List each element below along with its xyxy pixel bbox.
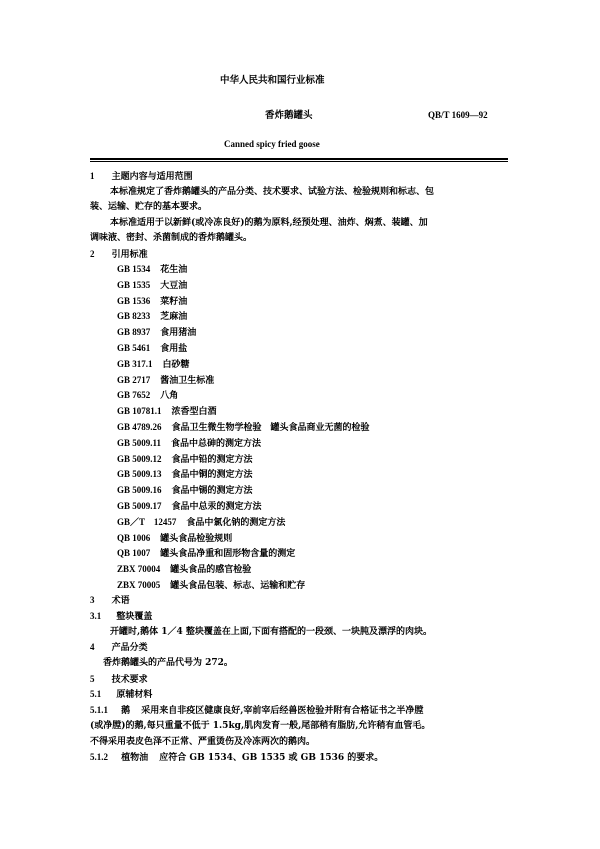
standard-ref-code: GB 10781.1 — [117, 406, 162, 416]
standard-ref-code: QB 1007 — [117, 548, 151, 558]
list-item — [117, 470, 253, 480]
section1-p2-line1: 本标准适用于以新鲜(或冷冻良好)的鹅为原料,经预处理、油炸、焖煮、装罐、加 — [110, 218, 428, 228]
section2-heading — [90, 250, 148, 260]
list-item — [117, 344, 187, 354]
section3-number: 3 — [90, 595, 95, 605]
standard-ref-code: ZBX 70005 — [117, 580, 161, 590]
standard-ref-code: GB 5009.13 — [117, 469, 162, 479]
section5-title: 技术要求 — [111, 675, 148, 685]
standard-ref-name: 花生油 — [160, 265, 188, 275]
list-item — [117, 439, 261, 449]
list-item — [117, 502, 262, 512]
header-rule-thin — [90, 161, 508, 162]
list-item — [117, 407, 217, 417]
section5-1-1-number: 5.1.1 — [90, 705, 108, 715]
list-item — [117, 265, 187, 275]
standard-ref-name: 大豆油 — [160, 281, 188, 291]
section1-p1-line2: 装、运输、贮存的基本要求。 — [90, 202, 208, 212]
standard-ref-code: GB 1536 — [117, 296, 151, 306]
standard-ref-code: GB 8233 — [117, 311, 151, 321]
standard-ref-name: 食品卫生微生物学检验 罐头食品商业无菌的检验 — [171, 423, 370, 433]
section5-1-2-text: 应符合 GB 1534、GB 1535 或 GB 1536 的要求。 — [159, 753, 384, 763]
section5-1-1-line1 — [90, 706, 423, 716]
section1-title: 主题内容与适用范围 — [111, 172, 193, 182]
english-title: Canned spicy fried goose — [224, 139, 320, 149]
list-item — [117, 328, 196, 338]
section1-number: 1 — [90, 171, 95, 181]
section2-title: 引用标准 — [111, 250, 148, 260]
standard-ref-code: GB 5461 — [117, 343, 151, 353]
section3-1-number: 3.1 — [90, 611, 102, 621]
document-title: 香炸鹅罐头 — [265, 110, 313, 121]
standard-ref-code: ZBX 70004 — [117, 564, 161, 574]
section4-heading — [90, 643, 148, 653]
section1-heading — [90, 172, 193, 182]
section3-title: 术语 — [111, 596, 130, 606]
list-item — [117, 281, 187, 291]
list-item — [117, 360, 190, 370]
list-item — [117, 312, 187, 322]
standard-ref-name: 浓香型白酒 — [171, 407, 217, 417]
standard-ref-name: 罐头食品检验规则 — [160, 534, 233, 544]
list-item — [117, 518, 285, 528]
standard-ref-name: 食品中铜的测定方法 — [171, 470, 253, 480]
standard-ref-name: 芝麻油 — [160, 312, 188, 322]
standard-ref-code: GB／T 12457 — [117, 517, 177, 527]
section5-1-heading — [90, 690, 152, 700]
standard-ref-name: 食品中锡的测定方法 — [171, 486, 253, 496]
section5-1-1-line2: (或净膛)的鹅,每只重量不低于 1.5kg,肌肉发育一般,尾部稍有脂肪,允许稍有血管毛。 — [90, 721, 431, 731]
standard-ref-code: GB 5009.17 — [117, 501, 162, 511]
standard-code: QB/T 1609—92 — [428, 110, 488, 120]
list-item — [117, 297, 187, 307]
list-item — [117, 581, 305, 591]
list-item — [117, 455, 253, 465]
standard-ref-name: 食用猪油 — [160, 328, 197, 338]
standard-ref-code: GB 4789.26 — [117, 422, 162, 432]
list-item — [117, 423, 370, 433]
standard-ref-name: 食品中氯化钠的测定方法 — [186, 518, 286, 528]
standard-ref-code: GB 8937 — [117, 327, 151, 337]
section5-1-number: 5.1 — [90, 689, 102, 699]
standard-category: 中华人民共和国行业标准 — [220, 75, 325, 86]
standard-ref-code: GB 5009.12 — [117, 454, 162, 464]
section3-heading — [90, 596, 130, 606]
section5-1-title: 原辅材料 — [116, 690, 153, 700]
section4-text: 香炸鹅罐头的产品代号为 272。 — [103, 658, 233, 668]
standard-ref-name: 罐头食品的感官检验 — [170, 565, 252, 575]
standard-ref-name: 八角 — [160, 391, 179, 401]
standard-ref-code: GB 317.1 — [117, 359, 153, 369]
standard-ref-name: 食品中总砷的测定方法 — [171, 439, 262, 449]
section5-1-1-title: 鹅 — [121, 706, 131, 716]
standard-ref-name: 罐头食品净重和固形物含量的测定 — [160, 549, 296, 559]
list-item — [117, 376, 214, 386]
list-item — [117, 486, 253, 496]
standard-ref-name: 菜籽油 — [160, 297, 188, 307]
list-item — [117, 565, 251, 575]
standard-ref-name: 食用盐 — [160, 344, 188, 354]
standard-ref-name: 罐头食品包装、标志、运输和贮存 — [170, 581, 306, 591]
standard-ref-code: GB 5009.16 — [117, 485, 162, 495]
standard-ref-name: 食品中总汞的测定方法 — [171, 502, 262, 512]
section3-1-heading — [90, 612, 152, 622]
section5-1-2-number: 5.1.2 — [90, 752, 108, 762]
standard-ref-code: QB 1006 — [117, 533, 151, 543]
section5-1-2-line — [90, 753, 383, 763]
section5-heading — [90, 675, 148, 685]
standard-ref-code: GB 7652 — [117, 390, 151, 400]
section4-title: 产品分类 — [111, 643, 148, 653]
section4-number: 4 — [90, 642, 95, 652]
section1-p2-line2: 调味液、密封、杀菌制成的香炸鹅罐头。 — [90, 233, 253, 243]
list-item — [117, 534, 232, 544]
standard-ref-name: 白砂糖 — [162, 360, 190, 370]
section5-1-1-line3: 不得采用表皮色泽不正常、严重烫伤及冷冻两次的鹅肉。 — [90, 737, 316, 747]
section1-p1-line1: 本标准规定了香炸鹅罐头的产品分类、技术要求、试验方法、检验规则和标志、包 — [110, 187, 435, 197]
list-item — [117, 549, 295, 559]
section2-number: 2 — [90, 249, 95, 259]
header-rule-thick — [90, 158, 508, 160]
standard-ref-code: GB 5009.11 — [117, 438, 162, 448]
standard-ref-code: GB 1534 — [117, 264, 151, 274]
list-item — [117, 391, 178, 401]
standard-ref-name: 酱油卫生标准 — [160, 376, 215, 386]
section5-1-1-text: 采用来自非疫区健康良好,宰前宰后经兽医检验并附有合格证书之半净膛 — [141, 706, 424, 716]
section5-1-2-title: 植物油 — [121, 753, 149, 763]
standard-ref-name: 食品中铅的测定方法 — [171, 455, 253, 465]
section3-1-title: 整块覆盖 — [116, 612, 153, 622]
standard-ref-code: GB 1535 — [117, 280, 151, 290]
standard-ref-code: GB 2717 — [117, 375, 151, 385]
section5-number: 5 — [90, 674, 95, 684]
section3-1-text: 开罐时,鹅体 1／4 整块覆盖在上面,下面有搭配的一段颈、一块肫及漂浮的肉块。 — [110, 627, 433, 637]
